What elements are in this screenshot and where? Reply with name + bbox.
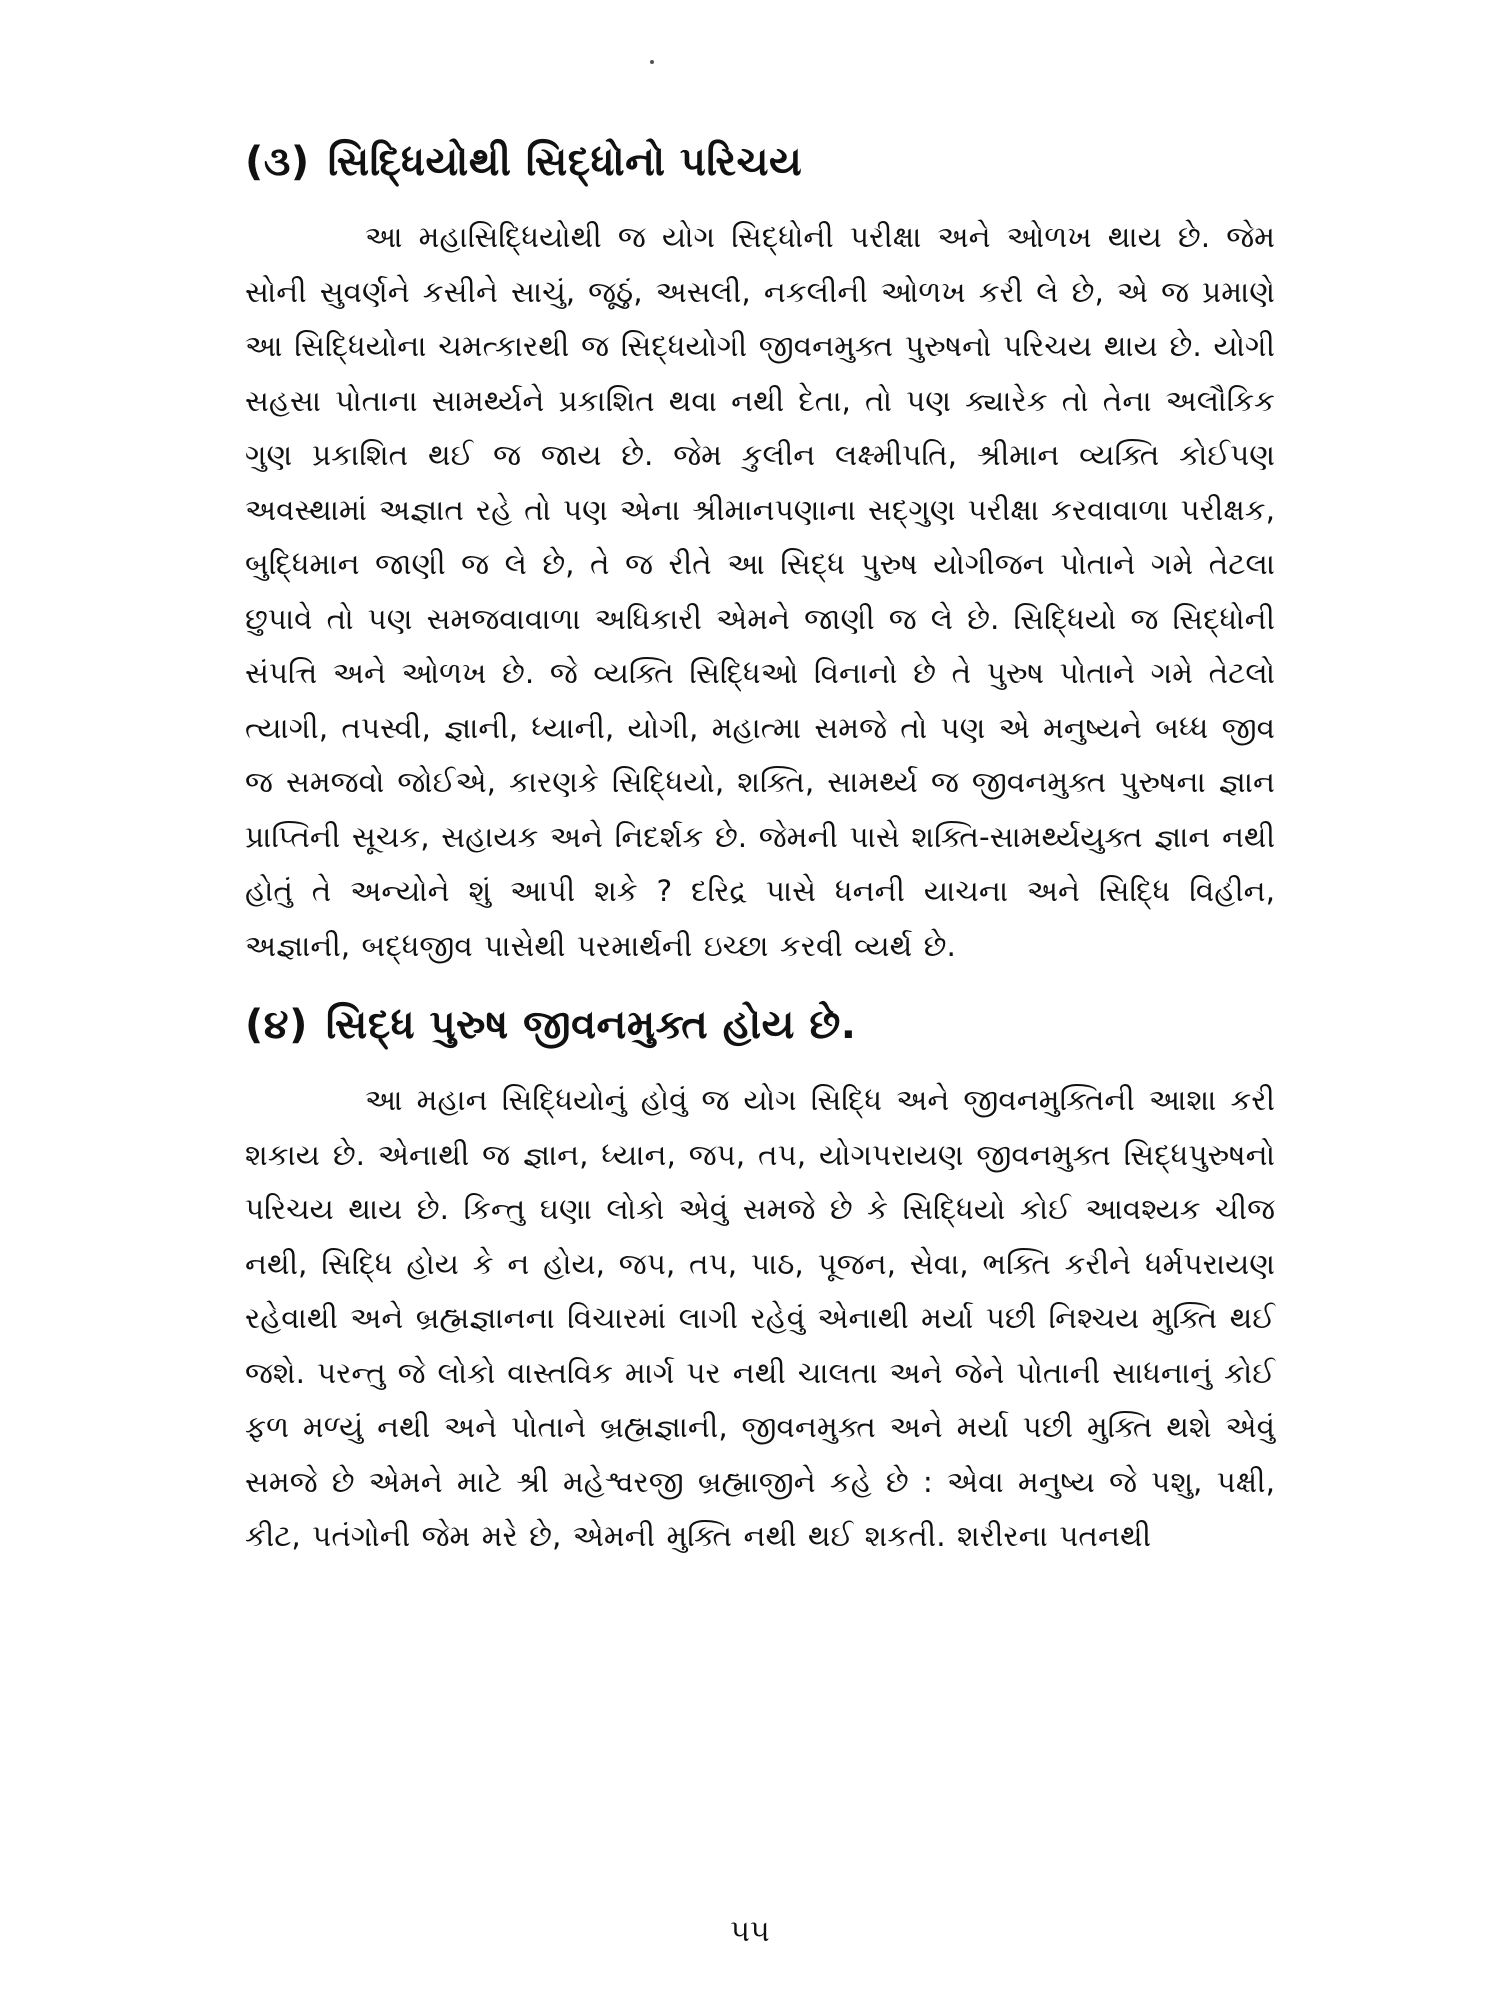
- page-number: ૫૫: [730, 1914, 770, 1949]
- section-3-number: (૩): [245, 139, 310, 185]
- print-speck: [650, 60, 654, 64]
- section-3-title: સિદ્ધિયોથી સિદ્ધોનો પરિચય: [327, 139, 803, 185]
- section-4-paragraph: આ મહાન સિદ્ધિયોનું હોવું જ યોગ સિદ્ધિ અને જીવનમુક્તિની આશા કરી શકાય છે. એનાથી જ જ્ઞાન, ધ્યાન, જપ, તપ, યોગપરાયણ જીવનમુક્ત સિદ્ધપુરુષનો પરિચય થાય છે. કિન્તુ ઘણા લોકો એવું સમજે છે કે સિદ્ધિયો કોઈ આવશ્યક ચીજ નથી, સિદ્ધિ હોય કે ન હોય, જપ, તપ, પાઠ, પૂજન, સેવા, ભક્તિ કરીને ધર્મપરાયણ રહેવાથી અને બ્રહ્મજ્ઞાનના વિચારમાં લાગી રહેવું એનાથી મર્યા પછી નિશ્ચય મુક્તિ થઈ જશે. પરન્તુ જે લોકો વાસ્તવિક માર્ગ પર નથી ચાલતા અને જેને પોતાની સાધનાનું કોઈ ફળ મળ્યું નથી અને પોતાને બ્રહ્મજ્ઞાની, જીવનમુક્ત અને મર્યા પછી મુક્તિ થશે એવું સમજે છે એમને માટે શ્રી મહેશ્વરજી બ્રહ્માજીને કહે છે : એવા મનુષ્ય જે પશુ, પક્ષી, કીટ, પતંગોની જેમ મરે છે, એમની મુક્તિ નથી થઈ શકતી. શરીરના પતનથી: [245, 1083, 1275, 1553]
- section-4-heading: [245, 995, 1275, 1055]
- section-3-paragraph: આ મહાસિદ્ધિયોથી જ યોગ સિદ્ધોની પરીક્ષા અને ઓળખ થાય છે. જેમ સોની સુવર્ણને કસીને સાચું, જૂઠું, અસલી, નકલીની ઓળખ કરી લે છે, એ જ પ્રમાણે આ સિદ્ધિયોના ચમત્કારથી જ સિદ્ધયોગી જીવનમુક્ત પુરુષનો પરિચય થાય છે. યોગી સહસા પોતાના સામર્થ્યને પ્રકાશિત થવા નથી દેતા, તો પણ ક્યારેક તો તેના અલૌકિક ગુણ પ્રકાશિત થઈ જ જાય છે. જેમ કુલીન લક્ષ્મીપતિ, શ્રીમાન વ્યક્તિ કોઈપણ અવસ્થામાં અજ્ઞાત રહે તો પણ એના શ્રીમાનપણાના સદ્ગુણ પરીક્ષા કરવાવાળા પરીક્ષક, બુદ્ધિમાન જાણી જ લે છે, તે જ રીતે આ સિદ્ધ પુરુષ યોગીજન પોતાને ગમે તેટલા છુપાવે તો પણ સમજવાવાળા અધિકારી એમને જાણી જ લે છે. સિદ્ધિયો જ સિદ્ધોની સંપત્તિ અને ઓળખ છે. જે વ્યક્તિ સિદ્ધિઓ વિનાનો છે તે પુરુષ પોતાને ગમે તેટલો ત્યાગી, તપસ્વી, જ્ઞાની, ધ્યાની, યોગી, મહાત્મા સમજે તો પણ એ મનુષ્યને બધ્ધ જીવ જ સમજવો જોઈએ, કારણકે સિદ્ધિયો, શક્તિ, સામર્થ્ય જ જીવનમુક્ત પુરુષના જ્ઞાન પ્રાપ્તિની સૂચક, સહાયક અને નિદર્શક છે. જેમની પાસે શક્તિ-સામર્થ્યયુક્ત જ્ઞાન નથી હોતું તે અન્યોને શું આપી શકે ? દરિદ્ર પાસે ધનની યાચના અને સિદ્ધિ વિહીન, અજ્ઞાની, બદ્ધજીવ પાસેથી પરમાર્થની ઇચ્છા કરવી વ્યર્થ છે.: [245, 220, 1275, 963]
- section-3-heading: [245, 132, 1275, 192]
- section-4-number: (૪): [245, 1002, 308, 1048]
- section-4-title: સિદ્ધ પુરુષ જીવનમુક્ત હોય છે.: [325, 1002, 857, 1048]
